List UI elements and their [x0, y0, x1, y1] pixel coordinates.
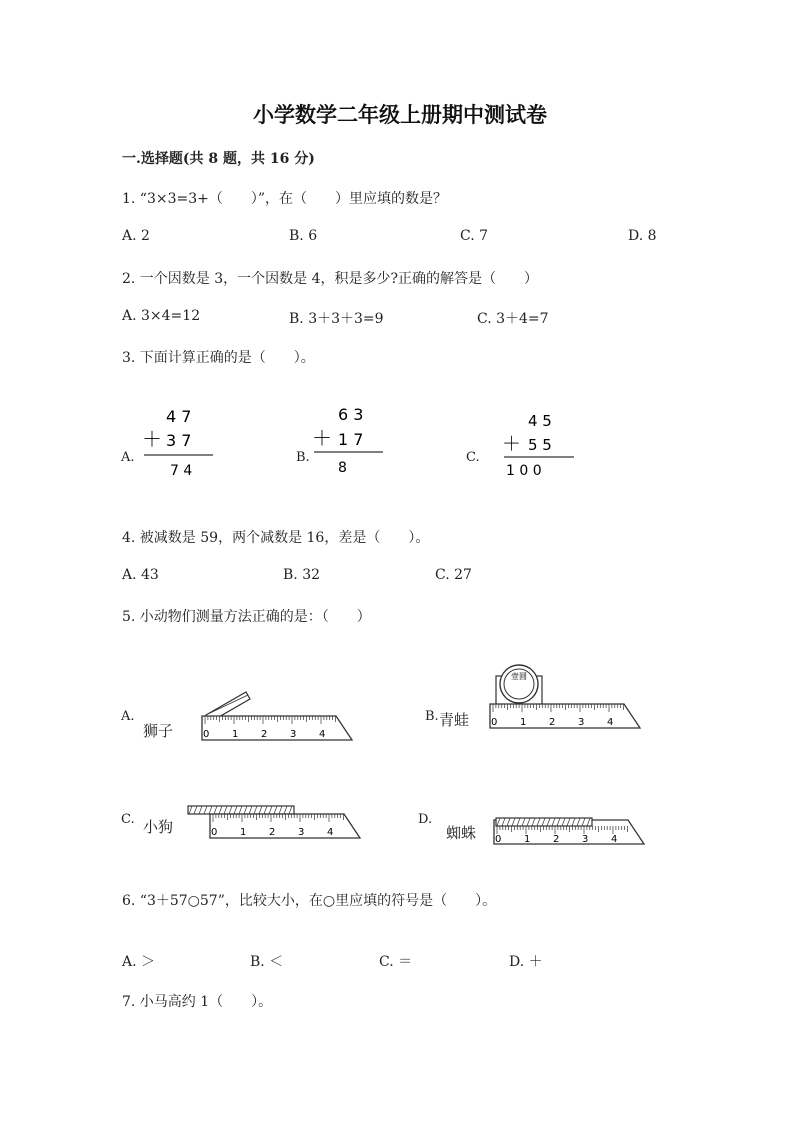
question-3-stem: 3. 下面计算正确的是（ ）。	[122, 350, 315, 366]
q1-option-c[interactable]: C. 7	[460, 228, 489, 244]
q1-option-d[interactable]: D. 8	[628, 228, 657, 244]
plus-sign: ＋	[502, 433, 522, 455]
q3-option-a-label[interactable]: A.	[121, 450, 135, 465]
striped-bar-icon	[496, 818, 592, 826]
ruler-icon	[202, 716, 352, 740]
ruler-tick-label: 4	[611, 834, 618, 845]
ruler-tick-label: 2	[269, 827, 276, 838]
ruler-lion-measurement	[198, 682, 358, 744]
addend-top: 4 5	[528, 412, 552, 430]
addend-bottom: 3 7	[166, 431, 192, 450]
ruler-tick-label: 3	[290, 729, 297, 740]
q2-option-a[interactable]: A. 3×4=12	[122, 308, 201, 324]
q5-option-d-animal: 蜘蛛	[446, 824, 477, 842]
ruler-icon	[210, 814, 360, 838]
q1-option-a[interactable]: A. 2	[122, 228, 150, 244]
q2-option-c[interactable]: C. 3＋4=7	[477, 311, 549, 327]
question-1-stem: 1. “3×3=3+（ ）”，在（ ）里应填的数是？	[122, 191, 448, 207]
q6-option-d[interactable]: D. ＋	[509, 954, 543, 970]
section-heading: 一.选择题(共 8 题，共 16 分)	[122, 151, 315, 167]
ruler-tick-label: 3	[298, 827, 305, 838]
vertical-addition-graphic	[500, 408, 580, 484]
ruler-tick-label: 2	[553, 834, 560, 845]
ruler-tick-label: 4	[319, 729, 326, 740]
q2-option-b[interactable]: B. 3＋3＋3=9	[289, 311, 384, 327]
ruler-tick-label: 1	[520, 717, 527, 728]
addend-bottom: 5 5	[528, 436, 552, 454]
q1-option-b[interactable]: B. 6	[289, 228, 318, 244]
ruler-tick-label: 1	[240, 827, 247, 838]
coin-text: 壹圆	[511, 672, 527, 681]
ruler-tick-label: 0	[495, 834, 502, 845]
addend-top: 6 3	[338, 405, 364, 424]
coin-icon	[496, 665, 542, 706]
q5-option-b-animal: 青蛙	[439, 711, 470, 729]
ruler-tick-label: 2	[261, 729, 268, 740]
ruler-tick-label: 3	[582, 834, 589, 845]
q4-option-a[interactable]: A. 43	[122, 567, 159, 583]
question-5-stem: 5. 小动物们测量方法正确的是：（ ）	[122, 609, 371, 625]
sum-result: 7 4	[170, 463, 193, 479]
q5-option-b-label[interactable]: B.	[425, 709, 439, 724]
q5-option-c-label[interactable]: C.	[121, 812, 135, 827]
q5-option-a-animal: 狮子	[143, 722, 174, 740]
ruler-tick-label: 1	[524, 834, 531, 845]
ruler-tick-label: 2	[549, 717, 556, 728]
sum-result: 8	[338, 460, 347, 476]
vertical-addition-graphic	[140, 402, 220, 482]
q6-option-a[interactable]: A. ＞	[122, 954, 156, 970]
addend-top: 4 7	[166, 407, 192, 426]
ruler-tick-label: 1	[232, 729, 239, 740]
question-7-stem: 7. 小马高约 1（ ）。	[122, 994, 273, 1010]
q5-option-a-label[interactable]: A.	[121, 709, 135, 724]
q3-option-c-vertical-addition	[500, 408, 580, 484]
question-4-stem: 4. 被减数是 59，两个减数是 16，差是（ ）。	[122, 530, 430, 546]
q3-option-a-vertical-addition	[140, 402, 220, 482]
ruler-icon	[490, 704, 640, 728]
q6-option-c[interactable]: C. ＝	[379, 954, 413, 970]
ruler-tick-label: 4	[327, 827, 334, 838]
q5-option-d-label[interactable]: D.	[418, 812, 433, 827]
vertical-addition-graphic	[310, 402, 390, 482]
q3-option-b-vertical-addition	[310, 402, 390, 482]
ruler-tick-label: 4	[607, 717, 614, 728]
q3-option-c-label[interactable]: C.	[466, 450, 480, 465]
page-title: 小学数学二年级上册期中测试卷	[253, 102, 547, 127]
question-2-stem: 2. 一个因数是 3，一个因数是 4，积是多少?正确的解答是（ ）	[122, 271, 539, 287]
ruler-tick-label: 0	[491, 717, 498, 728]
plus-sign: ＋	[312, 426, 332, 450]
ruler-dog-measurement	[186, 804, 366, 840]
q4-option-c[interactable]: C. 27	[435, 567, 472, 583]
q3-option-b-label[interactable]: B.	[296, 450, 310, 465]
q6-option-b[interactable]: B. ＜	[250, 954, 284, 970]
ruler-tick-label: 3	[578, 717, 585, 728]
ruler-spider-measurement	[490, 812, 646, 848]
plus-sign: ＋	[142, 427, 162, 451]
q4-option-b[interactable]: B. 32	[283, 567, 321, 583]
question-6-stem: 6. “3＋57○57”，比较大小，在○里应填的符号是（ ）。	[122, 893, 497, 909]
ruler-frog-measurement	[486, 660, 646, 732]
sum-result: 1 0 0	[506, 463, 542, 479]
q5-option-c-animal: 小狗	[143, 818, 174, 836]
striped-bar-icon	[188, 806, 294, 814]
ruler-tick-label: 0	[211, 827, 218, 838]
addend-bottom: 1 7	[338, 430, 364, 449]
ruler-tick-label: 0	[203, 729, 210, 740]
